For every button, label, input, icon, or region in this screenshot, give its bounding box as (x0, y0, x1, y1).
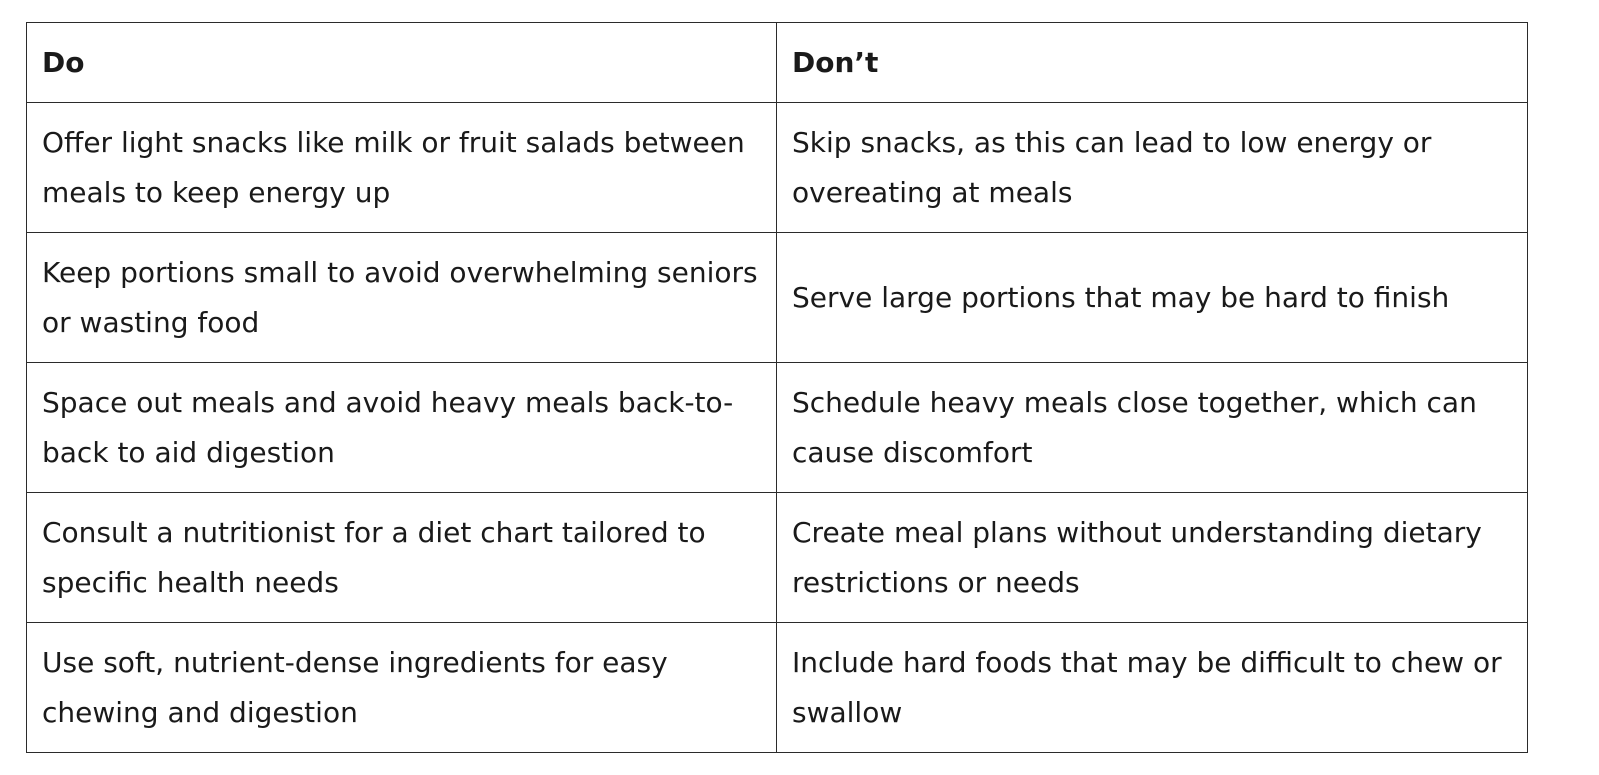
table-row (27, 493, 1528, 623)
header-dont: Don’t (777, 23, 1528, 103)
dont-cell: Schedule heavy meals close together, which can cause discomfort (777, 363, 1528, 493)
dont-cell: Include hard foods that may be difficult to chew or swallow (777, 623, 1528, 753)
dont-cell: Serve large portions that may be hard to finish (777, 233, 1528, 363)
table-row (27, 623, 1528, 753)
dont-cell: Skip snacks, as this can lead to low energy or overeating at meals (777, 103, 1528, 233)
do-cell: Consult a nutritionist for a diet chart tailored to specific health needs (27, 493, 777, 623)
table-row (27, 103, 1528, 233)
table-header-row (27, 23, 1528, 103)
header-do: Do (27, 23, 777, 103)
table-row (27, 363, 1528, 493)
do-cell: Use soft, nutrient-dense ingredients for easy chewing and digestion (27, 623, 777, 753)
dos-and-donts-table (26, 22, 1528, 753)
do-cell: Keep portions small to avoid overwhelming seniors or wasting food (27, 233, 777, 363)
do-cell: Space out meals and avoid heavy meals back-to-back to aid digestion (27, 363, 777, 493)
do-cell: Offer light snacks like milk or fruit salads between meals to keep energy up (27, 103, 777, 233)
dont-cell: Create meal plans without understanding dietary restrictions or needs (777, 493, 1528, 623)
table-row (27, 233, 1528, 363)
